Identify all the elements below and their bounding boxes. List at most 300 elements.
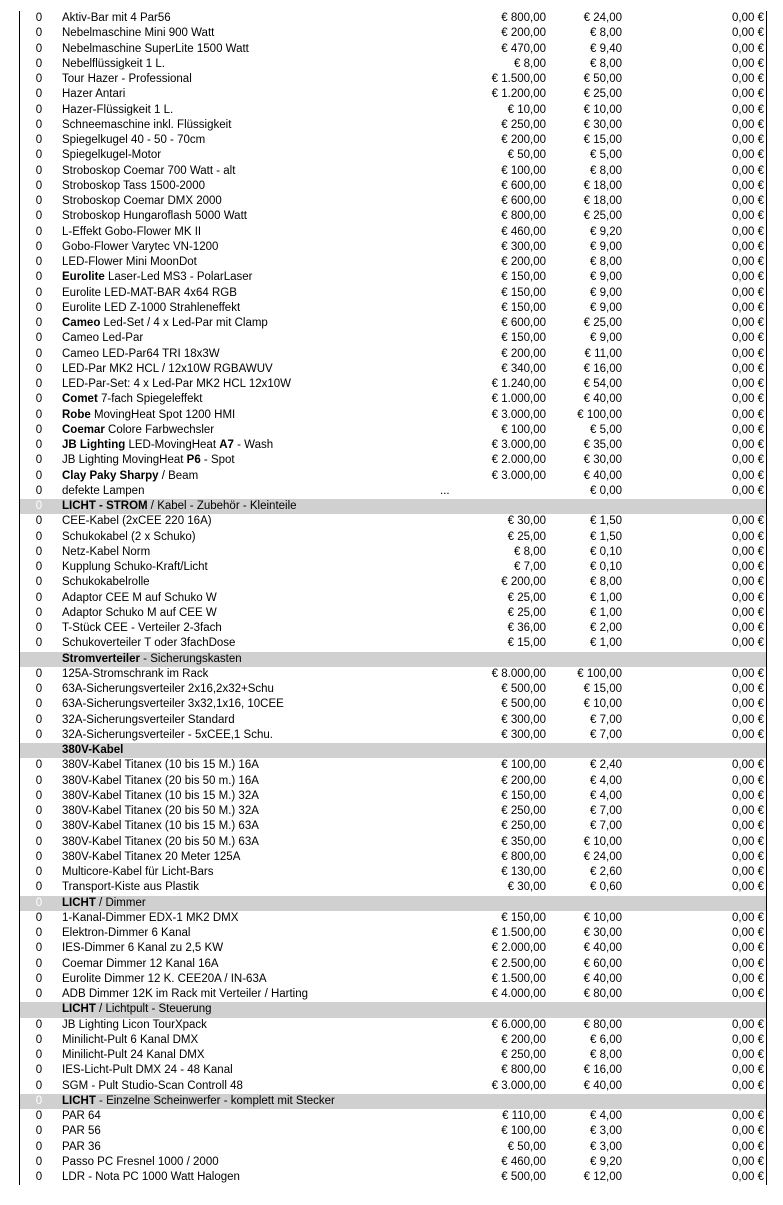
price-cell: € 130,00 [501, 866, 546, 878]
item-name-part: Schneemaschine inkl. Flüssigkeit [62, 118, 232, 131]
item-name-part: 63A-Sicherungsverteiler 2x16,2x32+Schu [62, 683, 274, 695]
table-row [20, 133, 766, 148]
quantity-cell: 0 [35, 332, 43, 345]
item-name-cell [62, 209, 247, 224]
rental-price-cell: € 3,00 [590, 1140, 622, 1153]
item-name-cell [62, 1063, 233, 1078]
total-cell: 0,00 € [732, 789, 764, 802]
item-name-cell [62, 591, 217, 606]
item-name-part: Schukokabel (2 x Schuko) [62, 530, 196, 543]
table-row [20, 667, 766, 682]
total-cell: 0,00 € [732, 805, 764, 817]
item-name-cell [62, 774, 259, 789]
table-row [20, 1018, 766, 1033]
total-cell: 0,00 € [732, 362, 764, 375]
rental-price-cell: € 40,00 [583, 1079, 622, 1092]
total-cell: 0,00 € [732, 210, 764, 223]
total-cell: 0,00 € [732, 835, 764, 848]
item-name-part: Aktiv-Bar mit 4 Par56 [62, 12, 171, 24]
total-cell: 0,00 € [732, 1033, 764, 1046]
quantity-cell: 0 [35, 591, 43, 604]
table-row [20, 57, 766, 72]
item-name-part: Nebelmaschine SuperLite 1500 Watt [62, 42, 249, 55]
item-name-cell [62, 1140, 101, 1155]
total-cell: 0,00 € [732, 911, 764, 924]
item-name-part: Eurolite [62, 271, 105, 284]
table-row [20, 179, 766, 194]
total-cell: 0,00 € [732, 683, 764, 695]
item-name-cell [62, 179, 205, 194]
total-cell: 0,00 € [732, 271, 764, 284]
item-name-part: Coemar Dimmer 12 Kanal 16A [62, 957, 219, 970]
total-cell: 0,00 € [732, 103, 764, 116]
table-row [20, 987, 766, 1002]
table-row [20, 194, 766, 209]
table-row [20, 850, 766, 865]
item-name-part: Spiegelkugel-Motor [62, 149, 162, 162]
table-row [20, 728, 766, 743]
table-row [20, 1063, 766, 1078]
item-name-part: CEE-Kabel (2xCEE 220 16A) [62, 515, 212, 528]
table-row [20, 72, 766, 87]
table-row [20, 941, 766, 956]
price-cell: € 200,00 [501, 256, 546, 268]
item-name-part: 380V-Kabel Titanex (10 bis 15 M.) 16A [62, 759, 259, 772]
quantity-cell: 0 [35, 515, 43, 528]
item-name-part: Cameo LED-Par64 TRI 18x3W [62, 347, 220, 360]
price-cell: € 800,00 [501, 1064, 546, 1077]
rental-price-cell: € 18,00 [583, 179, 622, 192]
item-name-cell [62, 408, 235, 423]
item-name-part: 32A-Sicherungsverteiler Standard [62, 713, 235, 726]
total-cell: 0,00 € [732, 774, 764, 787]
item-name-part: - Sicherungskasten [139, 652, 242, 665]
item-name-cell [62, 148, 161, 163]
price-cell: € 300,00 [501, 728, 546, 741]
quantity-cell: 0 [35, 88, 43, 101]
section-title [62, 896, 146, 911]
item-name-part: Multicore-Kabel für Licht-Bars [62, 866, 214, 878]
rental-price-cell: € 50,00 [583, 73, 622, 85]
item-name-part: / Beam [158, 469, 199, 482]
table-row [20, 11, 766, 26]
rental-price-cell: € 3,00 [590, 1125, 622, 1138]
item-name-part: 125A-Stromschrank im Rack [62, 667, 209, 680]
item-name-cell [62, 987, 308, 1002]
price-cell: € 36,00 [507, 622, 546, 634]
table-row [20, 530, 766, 545]
quantity-cell: 0 [35, 1079, 43, 1092]
item-name-part: Schukokabelrolle [62, 576, 150, 589]
price-cell: € 150,00 [501, 301, 546, 314]
quantity-cell: 0 [35, 27, 43, 40]
rental-price-cell: € 9,40 [590, 42, 622, 55]
price-cell: € 3.000,00 [491, 1079, 546, 1092]
price-cell: € 460,00 [501, 1155, 546, 1168]
quantity-cell: 0 [35, 667, 43, 680]
item-name-part: Eurolite Dimmer 12 K. CEE20A / IN-63A [62, 972, 267, 985]
table-row [20, 347, 766, 362]
rental-price-cell: € 1,50 [590, 530, 622, 543]
total-cell: 0,00 € [732, 606, 764, 619]
table-row [20, 1079, 766, 1094]
price-cell: € 3.000,00 [491, 469, 546, 482]
table-row [20, 148, 766, 163]
table-row [20, 560, 766, 575]
total-cell: 0,00 € [732, 225, 764, 238]
rental-price-cell: € 60,00 [583, 957, 622, 970]
quantity-cell: 0 [35, 622, 43, 634]
item-name-part: 32A-Sicherungsverteiler - 5xCEE,1 Schu. [62, 728, 273, 741]
total-cell: 0,00 € [732, 73, 764, 85]
rental-price-cell: € 30,00 [583, 118, 622, 131]
quantity-cell: 0 [35, 972, 43, 985]
item-name-cell [62, 1109, 101, 1124]
item-name-cell [62, 194, 222, 209]
rental-price-cell: € 0,10 [590, 561, 622, 573]
total-cell: 0,00 € [732, 88, 764, 101]
quantity-cell: 0 [35, 439, 43, 451]
item-name-part: Minilicht-Pult 6 Kanal DMX [62, 1033, 199, 1046]
item-name-part: 380V-Kabel Titanex (20 bis 50 m.) 16A [62, 774, 259, 787]
table-row [20, 164, 766, 179]
quantity-cell: 0 [35, 210, 43, 223]
rental-price-cell: € 80,00 [583, 988, 622, 1000]
total-cell: 0,00 € [732, 881, 764, 894]
price-cell: € 100,00 [501, 1125, 546, 1138]
item-name-part: 380V-Kabel [62, 744, 124, 756]
price-cell: € 800,00 [501, 210, 546, 223]
total-cell: 0,00 € [732, 118, 764, 131]
item-name-cell [62, 560, 208, 575]
price-cell: € 50,00 [507, 149, 546, 162]
item-name-cell [62, 545, 150, 560]
item-name-part: Colore Farbwechsler [104, 423, 215, 436]
total-cell: 0,00 € [732, 1140, 764, 1153]
rental-price-cell: € 24,00 [583, 850, 622, 863]
price-cell: € 50,00 [507, 1140, 546, 1153]
table-row [20, 453, 766, 468]
quantity-cell: 0 [35, 561, 43, 573]
item-name-part: LDR - Nota PC 1000 Watt Halogen [62, 1171, 240, 1183]
table-row [20, 1155, 766, 1170]
quantity-cell: 0 [35, 805, 43, 817]
rental-price-cell: € 9,20 [590, 1155, 622, 1168]
table-row [20, 957, 766, 972]
rental-price-cell: € 8,00 [590, 576, 622, 589]
quantity-cell: 0 [35, 683, 43, 695]
table-row [20, 118, 766, 133]
rental-price-cell: € 5,00 [590, 423, 622, 436]
quantity-cell: 0 [35, 1018, 43, 1031]
item-name-cell [62, 957, 219, 972]
total-cell: 0,00 € [732, 545, 764, 558]
table-row [20, 789, 766, 804]
rental-price-cell: € 7,00 [590, 820, 622, 833]
table-row [20, 621, 766, 636]
item-name-part: Led-Set / 4 x Led-Par mit Clamp [100, 317, 268, 329]
table-row [20, 575, 766, 590]
rental-price-cell: € 0,10 [590, 545, 622, 558]
price-list-rows [19, 11, 767, 1185]
table-row [20, 1140, 766, 1155]
item-name-cell [62, 728, 273, 743]
total-cell: 0,00 € [732, 576, 764, 589]
quantity-cell: 0 [35, 545, 43, 558]
quantity-cell: 0 [35, 42, 43, 55]
item-name-cell [62, 713, 235, 728]
item-name-part: Adaptor CEE M auf Schuko W [62, 591, 217, 604]
item-name-cell [62, 438, 273, 453]
total-cell: 0,00 € [732, 637, 764, 650]
total-cell: 0,00 € [732, 408, 764, 421]
price-cell: € 3.000,00 [491, 439, 546, 451]
price-cell: € 100,00 [501, 423, 546, 436]
price-cell: € 200,00 [501, 347, 546, 360]
table-row [20, 911, 766, 926]
price-cell: € 1.200,00 [491, 88, 546, 101]
total-cell: 0,00 € [732, 317, 764, 329]
item-name-cell [62, 11, 171, 26]
quantity-cell: 0 [35, 1125, 43, 1138]
total-cell: 0,00 € [732, 591, 764, 604]
item-name-part: SGM - Pult Studio-Scan Controll 48 [62, 1079, 243, 1092]
price-cell: € 15,00 [507, 637, 546, 650]
price-cell: € 2.500,00 [491, 957, 546, 970]
item-name-cell [62, 514, 212, 529]
rental-price-cell: € 40,00 [583, 942, 622, 955]
table-row [20, 438, 766, 453]
rental-price-cell: € 25,00 [583, 210, 622, 223]
item-name-cell [62, 57, 165, 72]
item-name-part: IES-Licht-Pult DMX 24 - 48 Kanal [62, 1064, 233, 1077]
quantity-cell: 0 [35, 362, 43, 375]
total-cell: 0,00 € [732, 942, 764, 955]
section-title [62, 499, 297, 514]
item-name-part: Robe [62, 408, 91, 421]
item-name-part: - Einzelne Scheinwerfer - komplett mit Stecker [95, 1094, 335, 1107]
total-cell: 0,00 € [732, 1171, 764, 1183]
section-header-row [20, 652, 766, 667]
quantity-cell: 0 [35, 1033, 43, 1046]
item-name-cell [62, 911, 238, 926]
item-name-cell [62, 362, 273, 377]
table-row [20, 301, 766, 316]
item-name-part: Hazer Antari [62, 88, 126, 101]
rental-price-cell: € 25,00 [583, 317, 622, 329]
rental-price-cell: € 4,00 [590, 1110, 622, 1122]
total-cell: 0,00 € [732, 820, 764, 833]
item-name-cell [62, 530, 196, 545]
quantity-cell: 0 [35, 927, 43, 939]
table-row [20, 713, 766, 728]
rental-price-cell: € 0,60 [590, 881, 622, 894]
price-cell: € 10,00 [507, 103, 546, 116]
quantity-cell: 0 [35, 850, 43, 863]
price-cell: € 200,00 [501, 27, 546, 40]
price-cell: € 150,00 [501, 271, 546, 284]
table-row [20, 972, 766, 987]
price-cell: € 3.000,00 [491, 408, 546, 421]
item-name-cell [62, 240, 218, 255]
item-name-part: Stroboskop Coemar 700 Watt - alt [62, 164, 236, 177]
item-name-cell [62, 575, 150, 590]
table-row [20, 286, 766, 301]
item-name-part: 380V-Kabel Titanex (20 bis 50 M.) 32A [62, 805, 259, 817]
table-row [20, 331, 766, 346]
quantity-cell: 0 [35, 1140, 43, 1153]
section-title [62, 1094, 335, 1109]
item-name-part: Gobo-Flower Varytec VN-1200 [62, 240, 219, 253]
total-cell: 0,00 € [732, 347, 764, 360]
rental-price-cell: € 8,00 [590, 1049, 622, 1061]
item-name-part: Adaptor Schuko M auf CEE W [62, 606, 217, 619]
total-cell: 0,00 € [732, 972, 764, 985]
price-cell: € 500,00 [501, 683, 546, 695]
section-header-row [20, 1094, 766, 1109]
item-name-part: / Dimmer [95, 896, 146, 909]
rental-price-cell: € 24,00 [583, 12, 622, 24]
rental-price-cell: € 15,00 [583, 683, 622, 695]
total-cell: 0,00 € [732, 423, 764, 436]
price-cell: € 1.240,00 [491, 378, 546, 390]
item-name-part: Transport-Kiste aus Plastik [62, 881, 199, 894]
item-name-part: Eurolite LED Z-1000 Strahleneffekt [62, 301, 241, 314]
total-cell: 0,00 € [732, 713, 764, 726]
table-row [20, 804, 766, 819]
quantity-cell: 0 [35, 1155, 43, 1168]
rental-price-cell: € 40,00 [583, 393, 622, 406]
item-name-part: Kupplung Schuko-Kraft/Licht [62, 561, 208, 573]
price-cell: € 150,00 [501, 286, 546, 299]
rental-price-cell: € 9,20 [590, 225, 622, 238]
item-name-cell [62, 804, 259, 819]
item-name-cell [62, 316, 268, 331]
quantity-cell: 0 [35, 1171, 43, 1183]
quantity-cell: 0 [35, 637, 43, 650]
item-name-part: Spiegelkugel 40 - 50 - 70cm [62, 134, 206, 146]
total-cell: 0,00 € [732, 1079, 764, 1092]
quantity-cell: 0 [35, 378, 43, 390]
price-cell: € 200,00 [501, 134, 546, 146]
table-row [20, 255, 766, 270]
quantity-cell: 0 [35, 240, 43, 253]
item-name-part: LED-Flower Mini MoonDot [62, 256, 197, 268]
quantity-cell: 0 [35, 500, 43, 512]
rental-price-cell: € 7,00 [590, 713, 622, 726]
item-name-part: LICHT [62, 1003, 96, 1016]
table-row [20, 1124, 766, 1139]
item-name-cell [62, 606, 217, 621]
quantity-cell: 0 [35, 164, 43, 177]
item-name-part: LICHT [62, 1094, 96, 1107]
table-row [20, 591, 766, 606]
item-name-part: / Lichtpult - Steuerung [95, 1003, 212, 1016]
quantity-cell: 0 [35, 789, 43, 802]
item-name-part: Nebelmaschine Mini 900 Watt [62, 27, 215, 40]
item-name-part: Passo PC Fresnel 1000 / 2000 [62, 1155, 219, 1168]
rental-price-cell: € 35,00 [583, 439, 622, 451]
quantity-cell: 0 [35, 530, 43, 543]
rental-price-cell: € 40,00 [583, 469, 622, 482]
total-cell: 0,00 € [732, 988, 764, 1000]
item-name-cell [62, 103, 173, 118]
total-cell: 0,00 € [732, 622, 764, 634]
quantity-cell: 0 [35, 698, 43, 711]
item-name-cell [62, 758, 259, 773]
rental-price-cell: € 100,00 [577, 667, 622, 680]
item-name-cell [62, 453, 235, 468]
table-row [20, 469, 766, 484]
price-cell: € 8,00 [514, 57, 546, 70]
rental-price-cell: € 16,00 [583, 1064, 622, 1077]
item-name-part: 380V-Kabel Titanex 20 Meter 125A [62, 850, 241, 863]
quantity-cell: 0 [35, 866, 43, 878]
rental-price-cell: € 54,00 [583, 378, 622, 390]
rental-price-cell: € 9,00 [590, 301, 622, 314]
item-name-cell [62, 72, 192, 87]
section-header-row [20, 1002, 766, 1017]
total-cell: 0,00 € [732, 1049, 764, 1061]
rental-price-cell: € 8,00 [590, 57, 622, 70]
table-row [20, 225, 766, 240]
total-cell: 0,00 € [732, 332, 764, 345]
item-name-part: PAR 64 [62, 1110, 101, 1122]
quantity-cell: 0 [35, 942, 43, 955]
price-list-sheet [19, 11, 767, 1185]
table-row [20, 1033, 766, 1048]
total-cell: 0,00 € [732, 149, 764, 162]
item-name-cell [62, 880, 199, 895]
table-row [20, 316, 766, 331]
table-row [20, 682, 766, 697]
item-name-cell [62, 26, 214, 41]
total-cell: 0,00 € [732, 195, 764, 207]
item-name-part: Hazer-Flüssigkeit 1 L. [62, 103, 174, 116]
item-name-part: ADB Dimmer 12K im Rack mit Verteiler / Harting [62, 988, 309, 1000]
item-name-cell [62, 347, 220, 362]
price-cell: € 1.500,00 [491, 972, 546, 985]
price-cell: € 6.000,00 [491, 1018, 546, 1031]
rental-price-cell: € 25,00 [583, 88, 622, 101]
price-cell: € 30,00 [507, 515, 546, 528]
price-cell: € 110,00 [502, 1110, 546, 1122]
quantity-cell: 0 [35, 896, 43, 909]
item-name-part: L-Effekt Gobo-Flower MK II [62, 225, 202, 238]
item-name-cell [62, 636, 235, 651]
quantity-cell: 0 [35, 423, 43, 436]
quantity-cell: 0 [35, 134, 43, 146]
item-name-cell [62, 301, 240, 316]
item-name-part: Cameo [62, 317, 101, 329]
item-name-part: JB Lighting [62, 439, 126, 451]
price-cell: € 800,00 [501, 850, 546, 863]
rental-price-cell: € 10,00 [583, 911, 622, 924]
quantity-cell: 0 [35, 225, 43, 238]
section-title [62, 1002, 212, 1017]
rental-price-cell: € 30,00 [583, 454, 622, 467]
item-name-part: - Spot [200, 454, 235, 467]
rental-price-cell: € 1,00 [590, 606, 622, 619]
item-name-part: Stroboskop Tass 1500-2000 [62, 179, 205, 192]
section-header-row [20, 743, 766, 758]
total-cell: 0,00 € [732, 393, 764, 406]
rental-price-cell: € 1,00 [590, 591, 622, 604]
item-name-part: Stroboskop Hungaroflash 5000 Watt [62, 210, 247, 223]
quantity-cell: 0 [35, 256, 43, 268]
rental-price-cell: € 4,00 [590, 789, 622, 802]
price-cell: € 600,00 [501, 317, 546, 329]
